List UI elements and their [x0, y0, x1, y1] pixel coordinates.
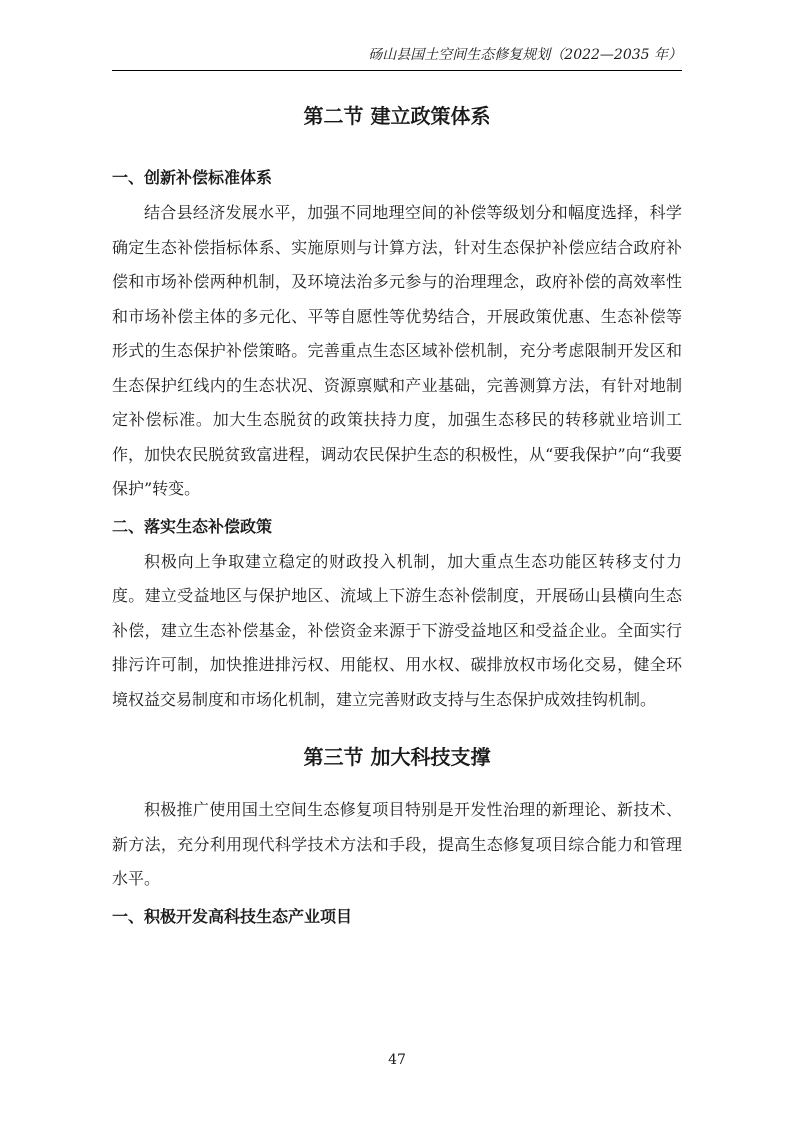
section-title: 第三节 加大科技支撑 — [303, 745, 491, 769]
body-paragraph: 结合县经济发展水平，加强不同地理空间的补偿等级划分和幅度选择，科学确定生态补偿指标体系、实施原则与计算方法，针对生态保护补偿应结合政府补偿和市场补偿两种机制，及环境法治多元参与的治理理念，政府补偿的高效率性和市场补偿主体的多元化、平等自愿性等优势结合，开展政策优惠、生态补偿等形式的生态保护补偿策略。完善重点生态区域补偿机制，充分考虑限制开发区和生态保护红线内的生态状况、资源禀赋和产业基础，完善测算方法，有针对地制定补偿标准。加大生态脱贫的政策扶持力度，加强生态移民的转移就业培训工作，加快农民脱贫致富进程，调动农民保护生态的积极性，从“要我保护”向“我要保护”转变。 — [112, 203, 682, 498]
running-header: 砀山县国土空间生态修复规划（2022—2035 年） — [368, 47, 682, 63]
body-paragraph: 积极推广使用国土空间生态修复项目特别是开发性治理的新理论、新技术、新方法，充分利用现代科学技术方法和手段，提高生态修复项目综合能力和管理水平。 — [112, 800, 682, 888]
subsection-title: 二、落实生态补偿政策 — [112, 516, 273, 536]
page-number: 47 — [388, 1052, 406, 1068]
body-paragraph: 积极向上争取建立稳定的财政投入机制，加大重点生态功能区转移支付力度。建立受益地区与保护地区、流域上下游生态补偿制度，开展砀山县横向生态补偿，建立生态补偿基金，补偿资金来源于下游受益地区和受益企业。全面实行排污许可制，加快推进排污权、用能权、用水权、碳排放权市场化交易，健全环境权益交易制度和市场化机制，建立完善财政支持与生态保护成效挂钩机制。 — [112, 551, 682, 709]
page-body — [112, 100, 682, 935]
subsection-title: 一、创新补偿标准体系 — [112, 168, 273, 187]
section-title: 第二节 建立政策体系 — [303, 104, 491, 128]
subsection-title: 一、积极开发高科技生态产业项目 — [112, 906, 353, 926]
header-divider — [112, 70, 682, 71]
